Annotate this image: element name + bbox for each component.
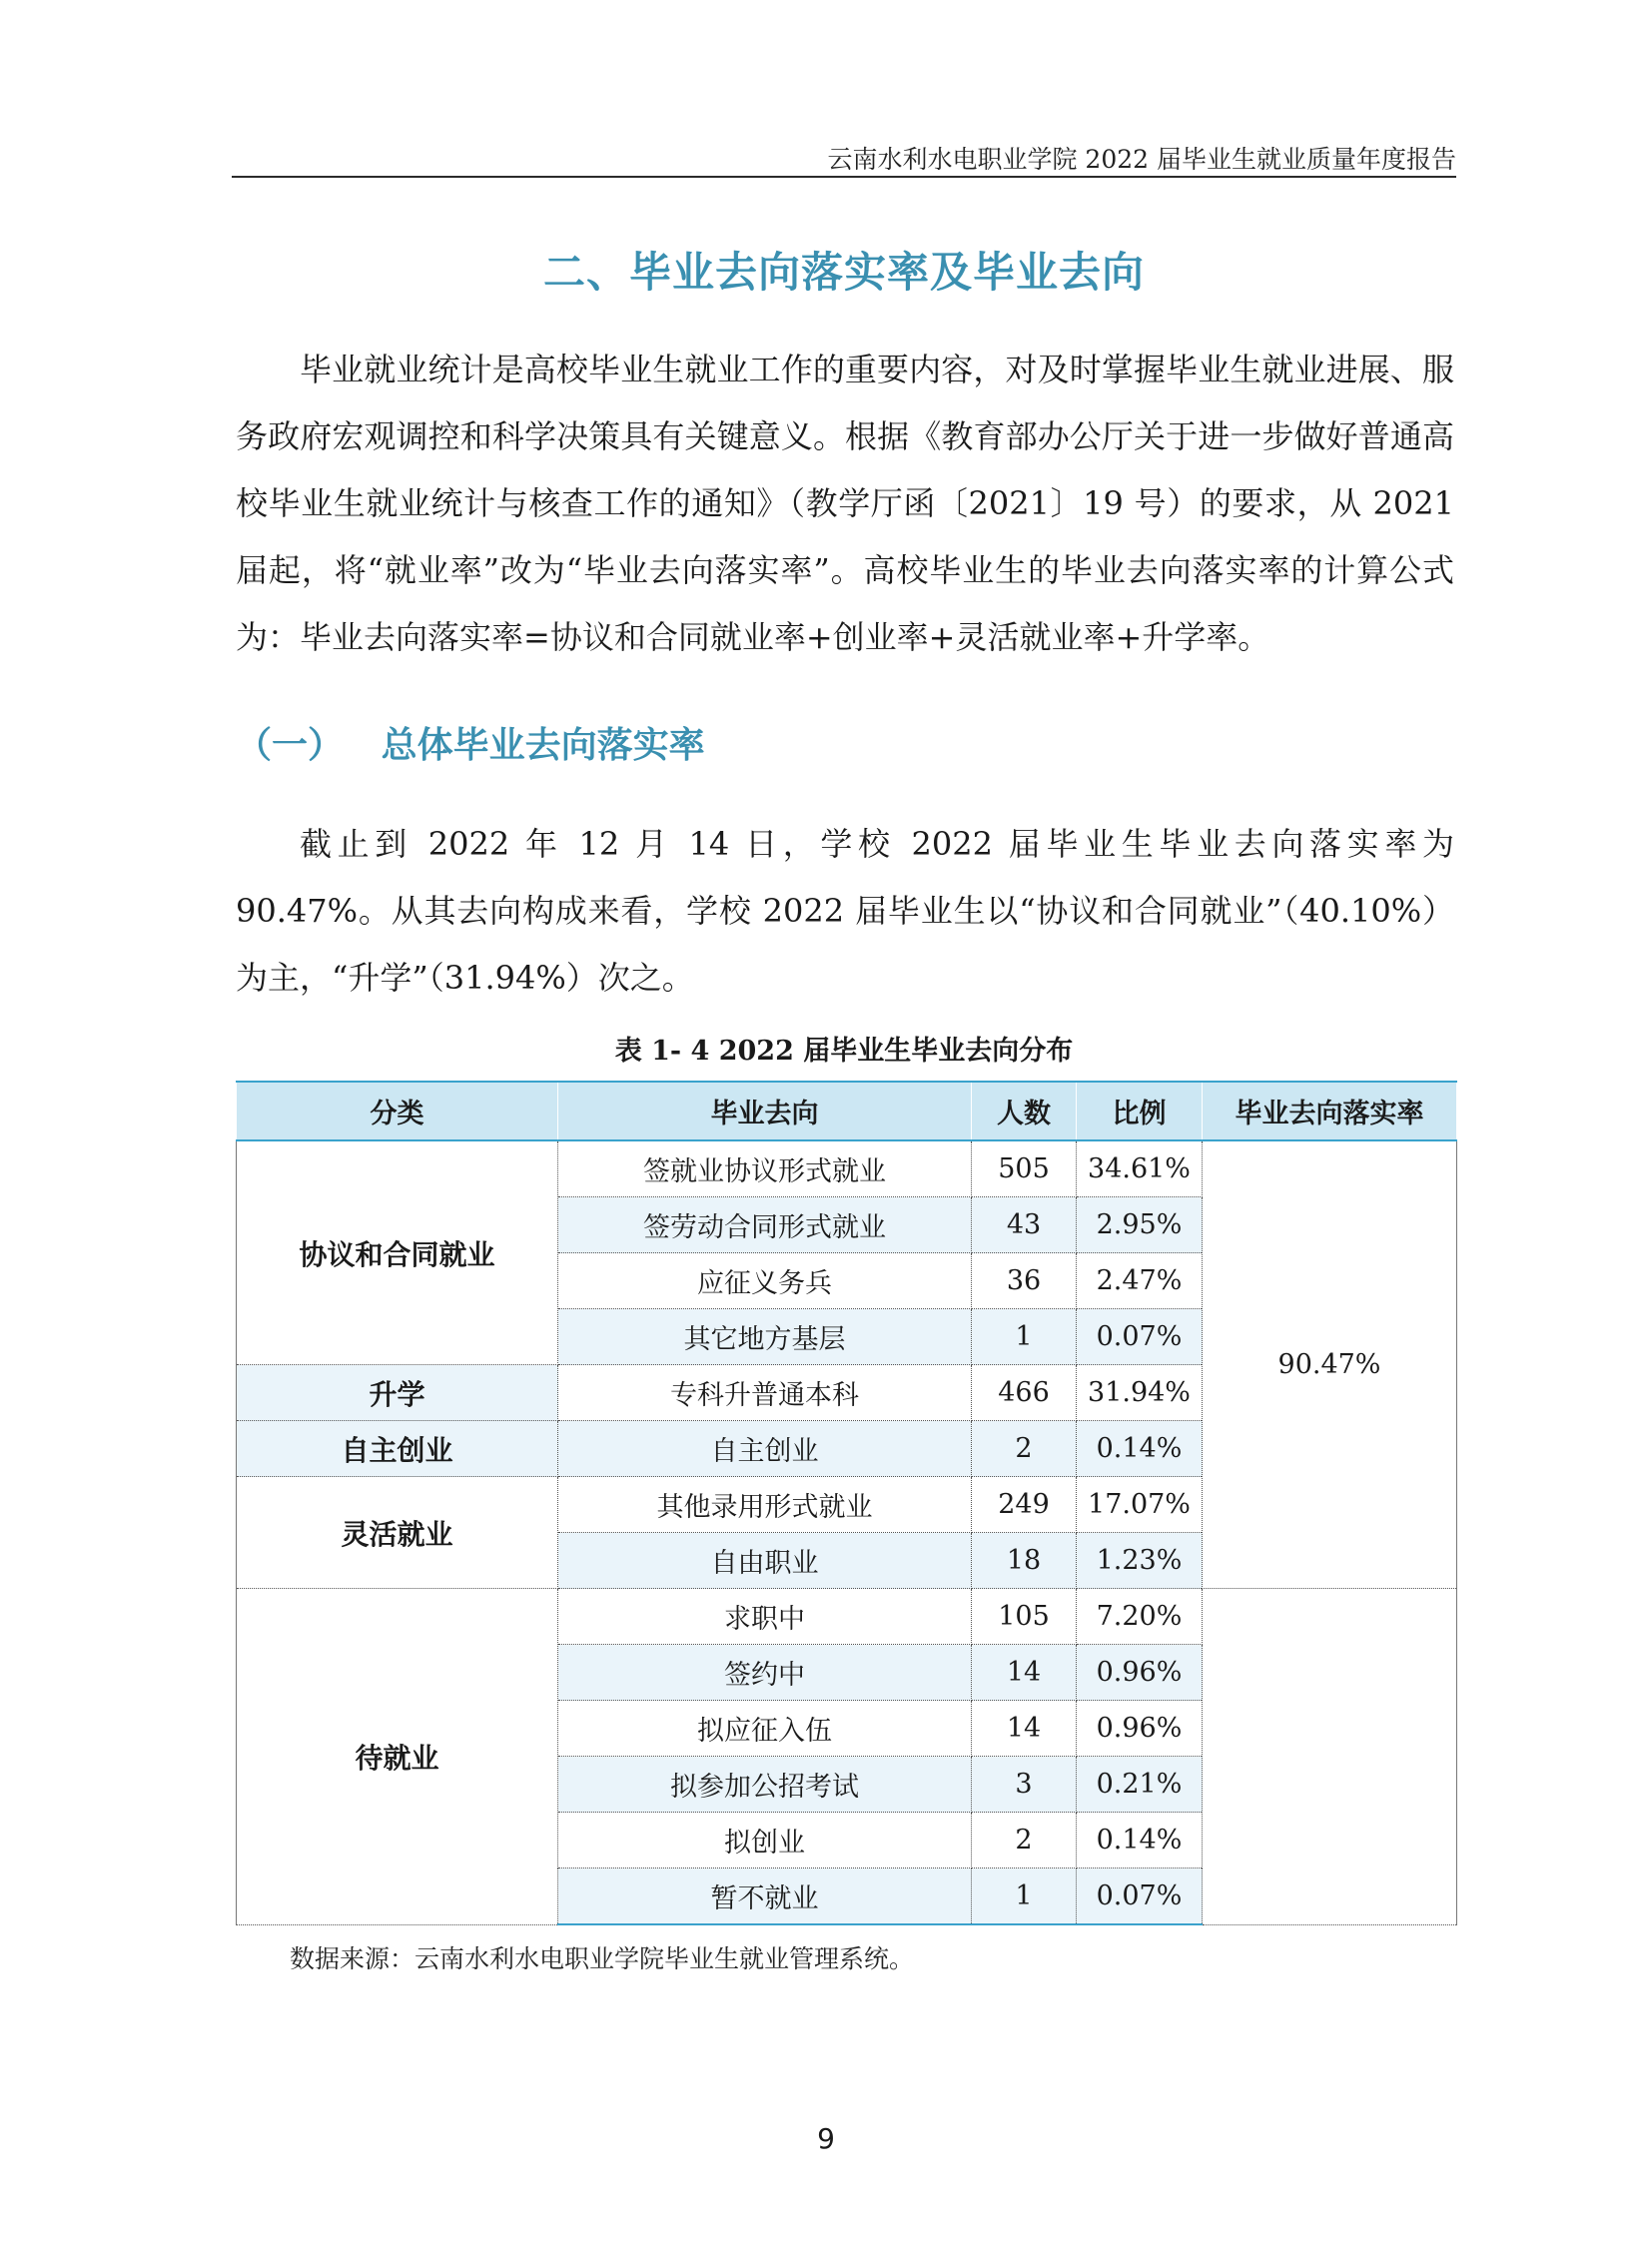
table-header-row <box>237 1082 1457 1140</box>
count-cell: 505 <box>972 1140 1077 1197</box>
destination-cell: 签就业协议形式就业 <box>558 1140 972 1197</box>
ratio-cell: 0.96% <box>1077 1701 1203 1757</box>
count-cell: 18 <box>972 1533 1077 1589</box>
page-number: 9 <box>817 2122 835 2155</box>
destination-cell: 拟应征入伍 <box>558 1701 972 1757</box>
destination-cell: 自由职业 <box>558 1533 972 1589</box>
ratio-cell: 0.14% <box>1077 1813 1203 1868</box>
section-title: 二、毕业去向落实率及毕业去向 <box>542 248 1145 297</box>
ratio-cell: 31.94% <box>1077 1365 1203 1421</box>
ratio-cell: 0.14% <box>1077 1421 1203 1477</box>
ratio-cell: 34.61% <box>1077 1140 1203 1197</box>
header-category: 分类 <box>237 1082 558 1140</box>
destination-cell: 其他录用形式就业 <box>558 1477 972 1533</box>
ratio-cell: 0.07% <box>1077 1309 1203 1365</box>
count-cell: 466 <box>972 1365 1077 1421</box>
category-cell: 自主创业 <box>237 1421 558 1477</box>
ratio-cell: 0.07% <box>1077 1868 1203 1925</box>
destination-cell: 签劳动合同形式就业 <box>558 1197 972 1253</box>
category-cell: 升学 <box>237 1365 558 1421</box>
header-count: 人数 <box>972 1082 1077 1140</box>
empty-rate-cell <box>1203 1589 1457 1925</box>
destination-cell: 签约中 <box>558 1645 972 1701</box>
ratio-cell: 17.07% <box>1077 1477 1203 1533</box>
count-cell: 105 <box>972 1589 1077 1645</box>
header-rule <box>232 176 1456 178</box>
ratio-cell: 2.47% <box>1077 1253 1203 1309</box>
category-cell: 灵活就业 <box>237 1477 558 1589</box>
table-row <box>237 1140 1457 1197</box>
total-rate-cell: 90.47% <box>1203 1140 1457 1589</box>
count-cell: 14 <box>972 1701 1077 1757</box>
category-cell: 协议和合同就业 <box>237 1140 558 1365</box>
count-cell: 2 <box>972 1813 1077 1868</box>
count-cell: 3 <box>972 1757 1077 1813</box>
count-cell: 36 <box>972 1253 1077 1309</box>
destination-cell: 拟创业 <box>558 1813 972 1868</box>
count-cell: 1 <box>972 1309 1077 1365</box>
destination-cell: 专科升普通本科 <box>558 1365 972 1421</box>
summary-paragraph: 截止到 2022 年 12 月 14 日，学校 2022 届毕业生毕业去向落实率为 90.47%。从其去向构成来看，学校 2022 届毕业生以“协议和合同就业”（40.10%）为主，“升学”（31.94%）次之。 <box>236 825 1454 997</box>
table-caption: 表 1- 4 2022 届毕业生毕业去向分布 <box>614 1036 1074 1067</box>
destination-cell: 应征义务兵 <box>558 1253 972 1309</box>
header-rate: 毕业去向落实率 <box>1203 1082 1457 1140</box>
table-row <box>237 1589 1457 1645</box>
count-cell: 1 <box>972 1868 1077 1925</box>
destination-cell: 暂不就业 <box>558 1868 972 1925</box>
category-cell: 待就业 <box>237 1589 558 1925</box>
data-source-note: 数据来源：云南水利水电职业学院毕业生就业管理系统。 <box>290 1944 915 1973</box>
destination-cell: 拟参加公招考试 <box>558 1757 972 1813</box>
count-cell: 14 <box>972 1645 1077 1701</box>
destination-table <box>236 1081 1457 1925</box>
running-header: 云南水利水电职业学院 2022 届毕业生就业质量年度报告 <box>827 145 1456 174</box>
destination-cell: 自主创业 <box>558 1421 972 1477</box>
ratio-cell: 7.20% <box>1077 1589 1203 1645</box>
subsection-title: （一） 总体毕业去向落实率 <box>236 725 705 766</box>
count-cell: 249 <box>972 1477 1077 1533</box>
destination-cell: 其它地方基层 <box>558 1309 972 1365</box>
ratio-cell: 2.95% <box>1077 1197 1203 1253</box>
destination-cell: 求职中 <box>558 1589 972 1645</box>
ratio-cell: 0.96% <box>1077 1645 1203 1701</box>
count-cell: 2 <box>972 1421 1077 1477</box>
intro-paragraph: 毕业就业统计是高校毕业生就业工作的重要内容，对及时掌握毕业生就业进展、服务政府宏观调控和科学决策具有关键意义。根据《教育部办公厅关于进一步做好普通高校毕业生就业统计与核查工作的通知》（教学厅函〔2021〕19 号）的要求，从 2021 届起，将“就业率”改为“毕业去向落实率”。高校毕业生的毕业去向落实率的计算公式为：毕业去向落实率=协议和合同就业率+创业率+灵活就业率+升学率。 <box>236 351 1454 656</box>
ratio-cell: 1.23% <box>1077 1533 1203 1589</box>
count-cell: 43 <box>972 1197 1077 1253</box>
ratio-cell: 0.21% <box>1077 1757 1203 1813</box>
header-ratio: 比例 <box>1077 1082 1203 1140</box>
header-destination: 毕业去向 <box>558 1082 972 1140</box>
